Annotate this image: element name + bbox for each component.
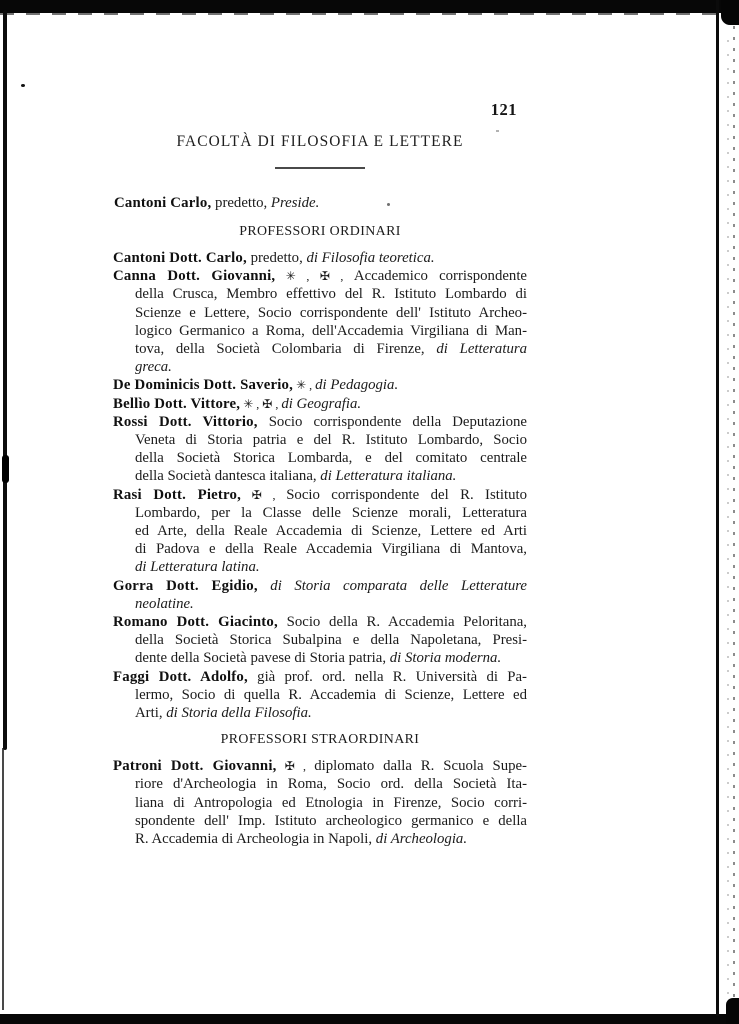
entry-name: Bellìo Dott. Vittore, — [113, 395, 241, 412]
entry-line — [113, 522, 527, 540]
entry-text: ed Arte, della Reale Accademia di Scienze, Lettere ed Arti — [135, 523, 527, 540]
entry-name: Cantoni Dott. Carlo, — [113, 250, 247, 266]
entry-list — [113, 249, 527, 722]
scan-edge-left-lower — [2, 748, 4, 1010]
entry-line — [113, 322, 527, 340]
order-decoration-icon: ✳ , — [293, 378, 316, 393]
entry-subject: di Archeologia. — [375, 831, 468, 848]
entry-subject: di Letteratura italiana. — [320, 468, 457, 485]
entry-text: già prof. ord. nella R. Università di Pa- — [247, 668, 527, 685]
entry-subject: di Pedagogia. — [315, 377, 399, 394]
entry-text: Accademico corrispondente — [353, 268, 527, 285]
page-number: 121 — [490, 100, 517, 119]
entry-line — [113, 395, 527, 413]
entry-line — [113, 358, 527, 376]
entry-line — [113, 449, 527, 467]
entry-text: liana di Antropologia ed Etnologia in Firenze, Socio corri- — [135, 794, 527, 811]
scan-corner-blob-top-right — [721, 0, 739, 25]
entry-line — [113, 757, 527, 775]
entry-subject: di Storia moderna. — [389, 650, 502, 667]
faculty-entry — [113, 757, 527, 848]
entry-name: Romano Dott. Giacinto, — [113, 614, 278, 631]
entry-line — [113, 830, 527, 848]
entry-line — [113, 775, 527, 793]
entry-text: riore d'Archeologia in Roma, Socio ord. della Società Ita- — [135, 776, 527, 793]
faculty-entry — [113, 395, 527, 413]
order-decoration-icon: ✠ , — [276, 759, 315, 774]
entry-name: Faggi Dott. Adolfo, — [113, 668, 248, 685]
entry-line — [113, 668, 527, 686]
entry-text: della Società Storica Lombarda, e del comitato centrale — [135, 450, 527, 467]
section-heading: PROFESSORI ORDINARI — [239, 224, 401, 239]
entry-name: Cantoni Carlo, — [114, 195, 212, 211]
entry-text: Lombardo, per la Classe delle Scienze morali, Letteratura — [135, 504, 527, 521]
entry-text: della Crusca, Membro effettivo del R. Istituto Lombardo di — [135, 286, 527, 303]
scan-ink-knot-left — [2, 455, 9, 483]
entry-line — [113, 595, 527, 613]
order-decoration-icon: ✳ , ✠ , — [275, 269, 354, 284]
entry-text: dente della Società pavese di Storia patria, — [135, 650, 390, 667]
entry-text: R. Accademia di Archeologia in Napoli, — [135, 831, 376, 848]
scan-right-texture — [733, 4, 735, 1012]
entry-subject: Preside. — [270, 195, 320, 211]
page-content — [113, 0, 527, 1024]
faculty-entry — [113, 249, 527, 267]
entry-text: Scienze e Lettere, Socio corrispondente dell' Istituto Archeo- — [135, 304, 527, 321]
entry-name: De Dominicis Dott. Saverio, — [113, 377, 294, 394]
faculty-entry — [113, 413, 527, 486]
entry-line — [113, 631, 527, 649]
entry-text: spondente dell' Imp. Istituto archeologico germanico e della — [135, 812, 527, 829]
entry-text — [258, 578, 271, 594]
entry-text: Veneta di Storia patria e del R. Istituto Lombardo, Socio — [135, 432, 527, 449]
entry-subject: di Storia comparata delle Letterature — [270, 577, 527, 594]
entry-line — [113, 704, 527, 722]
entry-line — [113, 504, 527, 522]
entry-line — [113, 686, 527, 704]
entry-line — [113, 613, 527, 631]
ink-speck — [21, 84, 25, 87]
entry-text: della Società Storica Subalpina e della Napoletana, Presi- — [135, 632, 527, 649]
entry-line — [113, 558, 527, 576]
entry-line — [113, 249, 527, 267]
entry-name: Rossi Dott. Vittorio, — [113, 413, 258, 430]
scan-corner-blob-bottom-right — [726, 998, 739, 1024]
entry-subject: greca. — [135, 359, 172, 376]
entry-text: lermo, Socio di quella R. Accademia di Scienze, Lettere ed — [135, 686, 527, 703]
section-heading: PROFESSORI STRAORDINARI — [220, 732, 420, 748]
entry-line — [113, 340, 527, 358]
faculty-entry — [113, 613, 527, 668]
entry-text: logico Germanico a Roma, dell'Accademia Virgiliana di Man- — [135, 322, 527, 339]
entry-line — [113, 577, 527, 595]
preside-line — [114, 195, 319, 212]
faculty-entry — [113, 668, 527, 723]
entry-name: Rasi Dott. Pietro, — [113, 486, 242, 503]
entry-line — [113, 431, 527, 449]
entry-text: predetto, — [211, 195, 271, 211]
entry-text: Socio della R. Accademia Peloritana, — [277, 614, 527, 631]
entry-subject: neolatine. — [135, 595, 194, 612]
entry-line — [113, 413, 527, 431]
faculty-entry — [113, 376, 527, 394]
order-decoration-icon: ✠ , — [241, 487, 287, 502]
entry-subject: di Geografia. — [281, 395, 362, 412]
scan-edge-right — [716, 0, 719, 1016]
faculty-sections — [113, 224, 527, 848]
entry-text: predetto, — [246, 250, 307, 266]
entry-text: Socio corrispondente della Deputazione — [257, 413, 527, 430]
entry-text: Socio corrispondente del R. Istituto — [286, 486, 527, 503]
entry-list — [113, 757, 527, 848]
entry-name: Canna Dott. Giovanni, — [113, 268, 276, 285]
entry-text: di Padova e della Reale Accademia Virgiliana di Mantova, — [135, 541, 527, 558]
entry-line — [113, 285, 527, 303]
entry-line — [113, 376, 527, 394]
entry-subject: di Filosofia teoretica. — [306, 250, 435, 266]
entry-subject: di Letteratura — [436, 341, 527, 358]
entry-line — [113, 649, 527, 667]
scan-right-texture-faint — [727, 40, 729, 1000]
scan-edge-left — [3, 10, 7, 750]
entry-name: Patroni Dott. Giovanni, — [113, 758, 277, 775]
entry-text: diplomato dalla R. Scuola Supe- — [314, 758, 527, 775]
entry-text: tova, della Società Colombaria di Firenze, — [135, 341, 437, 358]
entry-line — [113, 486, 527, 504]
entry-line — [113, 304, 527, 322]
order-decoration-icon: ✳ , ✠ , — [240, 396, 282, 411]
entry-line — [113, 794, 527, 812]
title-rule — [275, 167, 365, 169]
entry-text: Arti, — [135, 705, 167, 722]
entry-name: Gorra Dott. Egidio, — [113, 577, 258, 594]
entry-subject: di Letteratura latina. — [135, 559, 260, 576]
faculty-entry — [113, 577, 527, 613]
page-title: FACOLTÀ DI FILOSOFIA E LETTERE — [176, 133, 464, 150]
entry-line — [113, 267, 527, 285]
entry-subject: di Storia della Filosofia. — [166, 705, 312, 722]
entry-text: della Società dantesca italiana, — [135, 468, 321, 485]
faculty-entry — [113, 486, 527, 577]
faculty-entry — [113, 267, 527, 376]
entry-line — [113, 812, 527, 830]
entry-line — [113, 467, 527, 485]
entry-line — [113, 540, 527, 558]
